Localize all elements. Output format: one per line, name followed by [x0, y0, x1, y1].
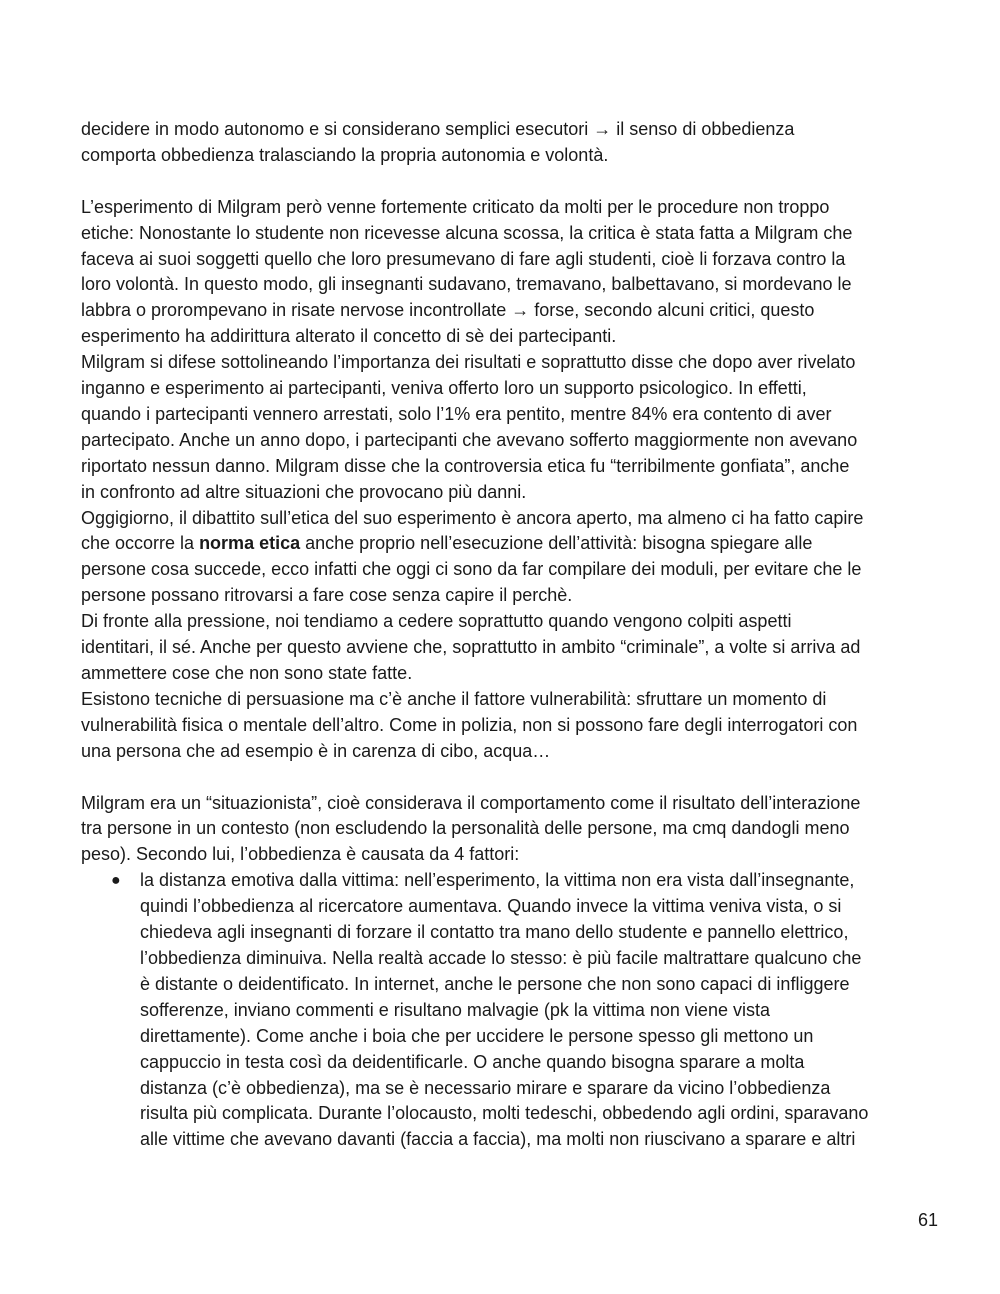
paragraph-gap [81, 169, 941, 195]
text-line: loro volontà. In questo modo, gli insegnanti sudavano, tremavano, balbettavano, si mordevano le [81, 274, 852, 295]
text-line: partecipato. Anche un anno dopo, i partecipanti che avevano sofferto maggiormente non avevano [81, 429, 858, 450]
text-line: in confronto ad altre situazioni che provocano più danni. [81, 481, 527, 502]
text-line: quindi l’obbedienza al ricercatore aumentava. Quando invece la vittima veniva vista, o si [140, 896, 842, 917]
text-line: riportato nessun danno. Milgram disse che la controversia etica fu “terribilmente gonfiata”, anche [81, 455, 850, 476]
text-line: è distante o deidentificato. In internet, anche le persone che non sono capaci di infliggere [140, 973, 850, 994]
paragraph-autonomy [81, 117, 941, 169]
text-line: quando i partecipanti vennero arrestati, solo l’1% era pentito, mentre 84% era contento di aver [81, 403, 832, 424]
text-segment: anche proprio nell’esecuzione dell’attività: bisogna spiegare alle [300, 533, 813, 554]
text-line: vulnerabilità fisica o mentale dell’altro. Come in polizia, non si possono fare degli interrogatori con [81, 714, 858, 735]
page-body [81, 117, 941, 1153]
text-line: Esistono tecniche di persuasione ma c’è anche il fattore vulnerabilità: sfruttare un momento di [81, 688, 827, 709]
text-line: Milgram si difese sottolineando l’importanza dei risultati e soprattutto disse che dopo aver rivelato [81, 352, 856, 373]
text-line: L’esperimento di Milgram però venne fortemente criticato da molti per le procedure non troppo [81, 196, 830, 217]
text-line: alle vittime che avevano davanti (faccia a faccia), ma molti non riuscivano a sparare e altri [140, 1129, 856, 1150]
text-line: decidere in modo autonomo e si considerano semplici esecutori → il senso di obbedienza [81, 119, 795, 139]
text-line: direttamente). Come anche i boia che per uccidere le persone spesso gli mettono un [140, 1025, 814, 1046]
text-segment: che occorre la [81, 533, 200, 554]
text-line: faceva ai suoi soggetti quello che loro presumevano di fare agli studenti, cioè li forzava contro la [81, 248, 846, 269]
text-line: identitari, il sé. Anche per questo avviene che, soprattutto in ambito “criminale”, a volte si arriva ad [81, 637, 861, 658]
text-line: Milgram era un “situazionista”, cioè considerava il comportamento come il risultato dell’interazione [81, 792, 861, 813]
text-line: chiedeva agli insegnanti di forzare il contatto tra mano dello studente e pannello elettrico, [140, 922, 849, 943]
paragraph-ethics-debate [81, 506, 941, 610]
text-line: peso). Secondo lui, l’obbedienza è causata da 4 fattori: [81, 844, 520, 865]
paragraph-defense [81, 350, 941, 505]
paragraph-criticism [81, 195, 941, 350]
text-line: una persona che ad esempio è in carenza di cibo, acqua… [81, 740, 551, 761]
text-line: persone cosa succede, ecco infatti che oggi ci sono da far compilare dei moduli, per evitare che le [81, 559, 862, 580]
text-line: Di fronte alla pressione, noi tendiamo a cedere soprattutto quando vengono colpiti aspetti [81, 611, 792, 632]
text-line [81, 531, 941, 557]
paragraph-pressure [81, 609, 941, 687]
text-line: inganno e esperimento ai partecipanti, veniva offerto loro un supporto psicologico. In effetti, [81, 378, 807, 399]
text-line: etiche: Nonostante lo studente non ricevesse alcuna scossa, la critica è stata fatta a Milgram che [81, 222, 853, 243]
factors-list [81, 868, 941, 1153]
paragraph-persuasion [81, 687, 941, 765]
text-line: persone possano ritrovarsi a fare cose senza capire il perchè. [81, 585, 573, 606]
text-line: comporta obbedienza tralasciando la propria autonomia e volontà. [81, 144, 609, 165]
text-line: l’obbedienza diminuiva. Nella realtà accade lo stesso: è più facile maltrattare qualcuno che [140, 947, 862, 968]
text-line: labbra o prorompevano in risate nervose incontrollate → forse, secondo alcuni critici, questo [81, 300, 815, 321]
bold-term: norma etica [199, 533, 301, 554]
text-line: esperimento ha addirittura alterato il concetto di sè dei partecipanti. [81, 326, 617, 347]
text-line: distanza (c’è obbedienza), ma se è necessario mirare e sparare da vicino l’obbedienza [140, 1077, 831, 1098]
bullet-icon: ● [111, 872, 121, 890]
text-line: risulta più complicata. Durante l’olocausto, molti tedeschi, obbedendo agli ordini, sparavano [140, 1103, 869, 1124]
text-line: tra persone in un contesto (non escludendo la personalità delle persone, ma cmq dandogli meno [81, 818, 850, 839]
text-line: la distanza emotiva dalla vittima: nell’esperimento, la vittima non era vista dall’insegnante, [140, 870, 855, 891]
text-line: sofferenze, inviano commenti e risultano malvagie (pk la vittima non viene vista [140, 999, 770, 1020]
text-line: cappuccio in testa così da deidentificarle. O anche quando bisogna sparare a molta [140, 1051, 805, 1072]
page-number: 61 [917, 1210, 938, 1230]
paragraph-gap [81, 765, 941, 791]
text-line: Oggigiorno, il dibattito sull’etica del suo esperimento è ancora aperto, ma almeno ci ha fatto capire [81, 507, 864, 528]
list-item [81, 868, 941, 1153]
text-line: ammettere cose che non sono state fatte. [81, 663, 413, 684]
paragraph-situationist [81, 791, 941, 869]
